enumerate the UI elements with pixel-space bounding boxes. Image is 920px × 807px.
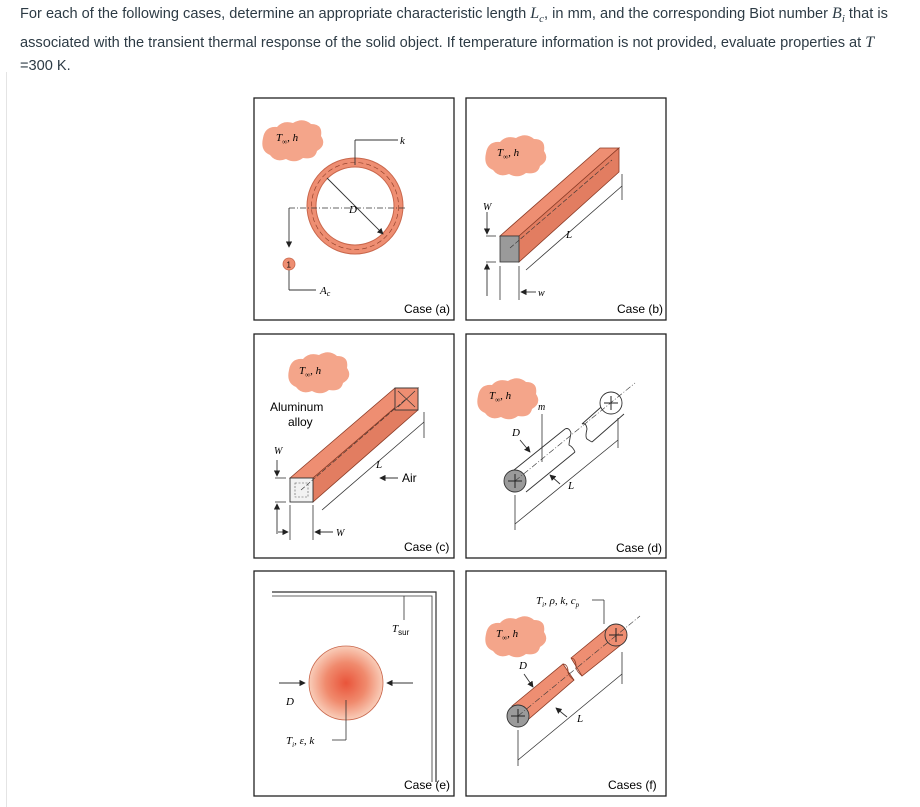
case-d-panel bbox=[466, 334, 666, 558]
problem-text-3: that is associated with the transient thermal response of the solid object. If temperature information is not provided, evaluate properties at bbox=[20, 6, 888, 52]
case-b-fluid-label: $T_\infty$, h bbox=[497, 147, 520, 161]
case-e-tsur-label: $T_{sur}$ bbox=[392, 623, 410, 637]
case-b-caption: Case (b) bbox=[617, 302, 664, 316]
biot-symbol: $B_i$ bbox=[832, 5, 845, 26]
case-f-l-label: L bbox=[577, 713, 584, 725]
case-d-fluid-label: $T_\infty$, h bbox=[489, 390, 512, 404]
case-c-panel bbox=[254, 334, 454, 558]
case-b-w-lower-label: w bbox=[538, 288, 545, 299]
case-c-fluid-label: $T_\infty$, h bbox=[299, 365, 322, 379]
case-c-bar-end bbox=[290, 478, 313, 502]
case-f-l-pointer bbox=[556, 708, 567, 717]
case-a-k-label: k bbox=[400, 135, 405, 147]
case-c-caption: Case (c) bbox=[404, 540, 450, 554]
case-b-bar-end bbox=[500, 236, 519, 262]
lc-symbol: $L_c$ bbox=[530, 5, 545, 26]
temperature-symbol: T bbox=[865, 34, 875, 52]
problem-text-1: For each of the following cases, determine an appropriate characteristic length bbox=[20, 6, 531, 22]
case-a-ac-label: Ac bbox=[320, 285, 331, 298]
case-b-w-upper-label: W bbox=[483, 202, 492, 213]
case-a-d-label: D bbox=[349, 204, 357, 216]
problem-text-2: , in mm, and the corresponding Biot number bbox=[544, 6, 833, 22]
case-a-marker-label: 1 bbox=[286, 260, 291, 270]
case-c-w-lower-label: W bbox=[336, 528, 345, 539]
case-f-props-label: $T_i$, ρ, k, $c_p$ bbox=[536, 595, 580, 609]
case-c-w-upper-label: W bbox=[274, 446, 283, 457]
case-d-m-label: m bbox=[538, 402, 546, 413]
case-d-d-arrow bbox=[520, 440, 530, 452]
case-d-caption: Case (d) bbox=[616, 541, 663, 555]
case-e-panel bbox=[254, 571, 454, 796]
case-e-caption: Case (e) bbox=[404, 778, 451, 792]
case-f-d-label: D bbox=[519, 660, 527, 672]
case-e-props-label: $T_i$, ε, k bbox=[286, 735, 315, 749]
case-d-d-label: D bbox=[512, 427, 520, 439]
case-b-l-label: L bbox=[566, 229, 573, 241]
case-f-caption: Cases (f) bbox=[608, 778, 657, 792]
case-c-material-line1: Aluminum bbox=[270, 400, 324, 414]
case-d-break-near bbox=[565, 429, 575, 453]
problem-text-4: =300 K. bbox=[20, 58, 71, 75]
case-a-caption: Case (a) bbox=[404, 302, 451, 316]
case-d-break-far bbox=[582, 424, 592, 442]
case-d-frame bbox=[466, 334, 666, 558]
case-b-panel bbox=[466, 98, 666, 320]
case-f-l-dimension bbox=[518, 674, 622, 760]
case-c-l-label: L bbox=[376, 459, 383, 471]
case-a-panel bbox=[254, 98, 454, 320]
case-e-d-label: D bbox=[286, 696, 294, 708]
case-f-panel bbox=[466, 571, 666, 796]
case-a-fluid-label: $T_\infty$, h bbox=[276, 132, 299, 146]
case-d-l-label: L bbox=[568, 480, 575, 492]
case-d-l-dimension bbox=[515, 440, 618, 524]
case-d-l-pointer bbox=[550, 475, 560, 484]
case-c-air-label: Air bbox=[402, 471, 417, 485]
case-c-material-line2: alloy bbox=[288, 415, 313, 429]
case-f-fluid-label: $T_\infty$, h bbox=[496, 628, 519, 642]
case-f-d-arrow bbox=[524, 674, 533, 687]
